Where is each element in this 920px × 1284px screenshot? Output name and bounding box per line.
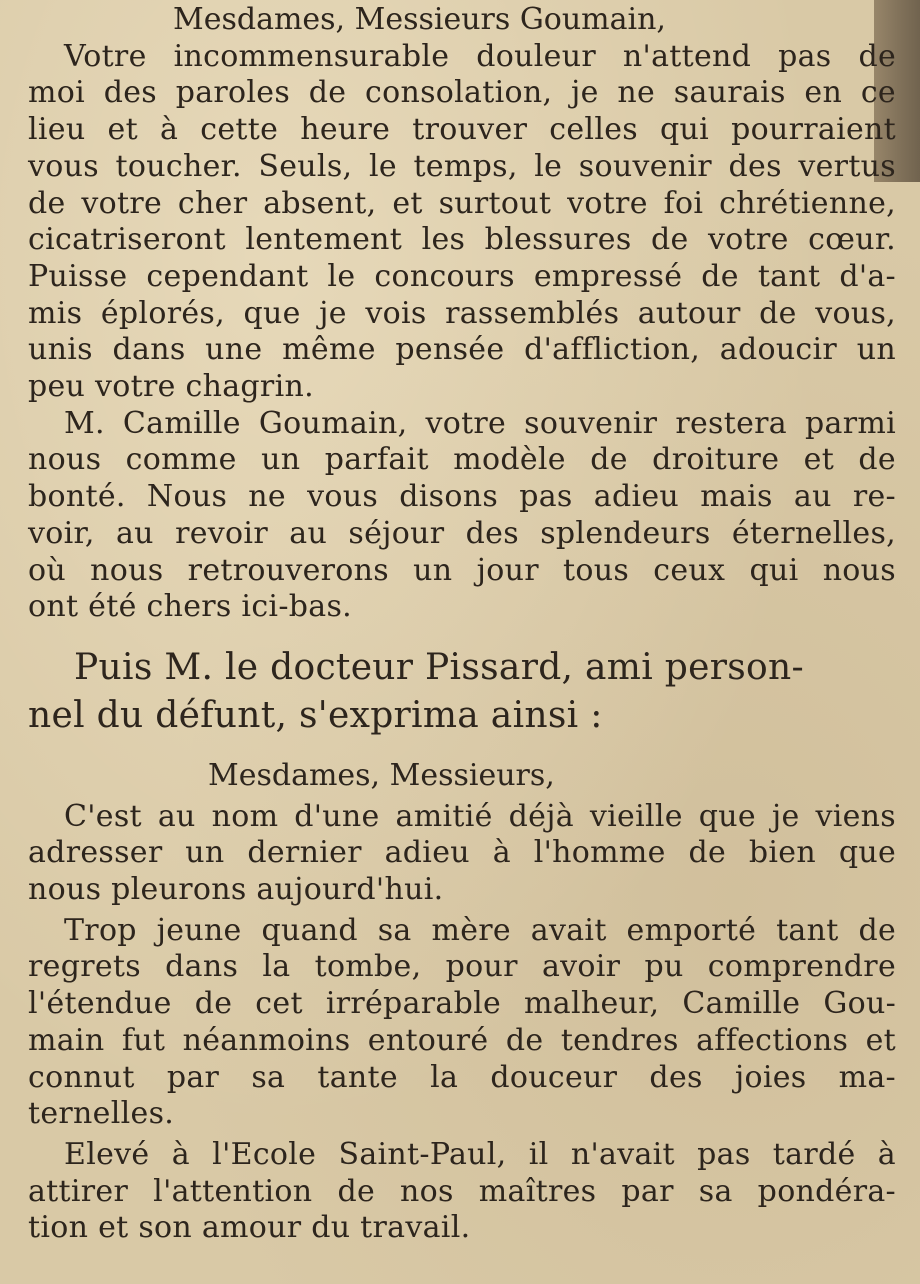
paragraph-jeunesse bbox=[28, 913, 896, 1133]
text-line: connut par sa tante la douceur des joies ma- bbox=[28, 1059, 896, 1095]
salutation-goumain: Mesdames, Messieurs Goumain, bbox=[173, 2, 666, 37]
section-heading bbox=[28, 644, 896, 740]
paragraph-consolation bbox=[28, 39, 896, 406]
paragraph-ecole bbox=[28, 1137, 896, 1247]
text-line: tion et son amour du travail. bbox=[28, 1210, 471, 1246]
text-line: bonté. Nous ne vous disons pas adieu mais au re- bbox=[28, 479, 896, 515]
paragraph-souvenir bbox=[28, 406, 896, 626]
text-line: M. Camille Goumain, votre souvenir restera parmi bbox=[64, 405, 896, 441]
text-line: nous pleurons aujourd'hui. bbox=[28, 872, 444, 908]
text-column bbox=[28, 2, 896, 1247]
text-line: peu votre chagrin. bbox=[28, 369, 314, 405]
text-line: où nous retrouverons un jour tous ceux qui nous bbox=[28, 552, 896, 588]
text-line: ont été chers ici-bas. bbox=[28, 589, 352, 625]
text-line: main fut néanmoins entouré de tendres affections et bbox=[28, 1022, 896, 1058]
text-line: Trop jeune quand sa mère avait emporté tant de bbox=[64, 912, 896, 948]
text-line: lieu et à cette heure trouver celles qui pourraient bbox=[28, 112, 896, 148]
text-line: attirer l'attention de nos maîtres par sa pondéra- bbox=[28, 1173, 896, 1209]
text-line: voir, au revoir au séjour des splendeurs éternelles, bbox=[28, 515, 896, 551]
text-line: vous toucher. Seuls, le temps, le souvenir des vertus bbox=[28, 148, 896, 184]
paragraph-amitie bbox=[28, 799, 896, 909]
text-line: nous comme un parfait modèle de droiture et de bbox=[28, 442, 896, 478]
salutation-mesdames: Mesdames, Messieurs, bbox=[208, 757, 555, 793]
heading-line: Puis M. le docteur Pissard, ami person- bbox=[74, 646, 804, 688]
text-line: mis éplorés, que je vois rassemblés autour de vous, bbox=[28, 295, 896, 331]
text-line: unis dans une même pensée d'affliction, adoucir un bbox=[28, 332, 896, 368]
text-line: Elevé à l'Ecole Saint-Paul, il n'avait pas tardé à bbox=[64, 1136, 896, 1172]
text-line: adresser un dernier adieu à l'homme de bien que bbox=[28, 835, 896, 871]
text-line: cicatriseront lentement les blessures de votre cœur. bbox=[28, 222, 896, 258]
text-line: C'est au nom d'une amitié déjà vieille que je viens bbox=[64, 798, 896, 834]
heading-line: nel du défunt, s'exprima ainsi : bbox=[28, 694, 603, 736]
text-line: Votre incommensurable douleur n'attend pas de bbox=[64, 38, 896, 74]
text-line: ternelles. bbox=[28, 1096, 175, 1132]
text-line: Puisse cependant le concours empressé de tant d'a- bbox=[28, 258, 896, 294]
text-line: moi des paroles de consolation, je ne saurais en ce bbox=[28, 75, 896, 111]
text-line: regrets dans la tombe, pour avoir pu comprendre bbox=[28, 949, 896, 985]
text-line: l'étendue de cet irréparable malheur, Camille Gou- bbox=[28, 986, 896, 1022]
text-line: de votre cher absent, et surtout votre foi chrétienne, bbox=[28, 185, 896, 221]
